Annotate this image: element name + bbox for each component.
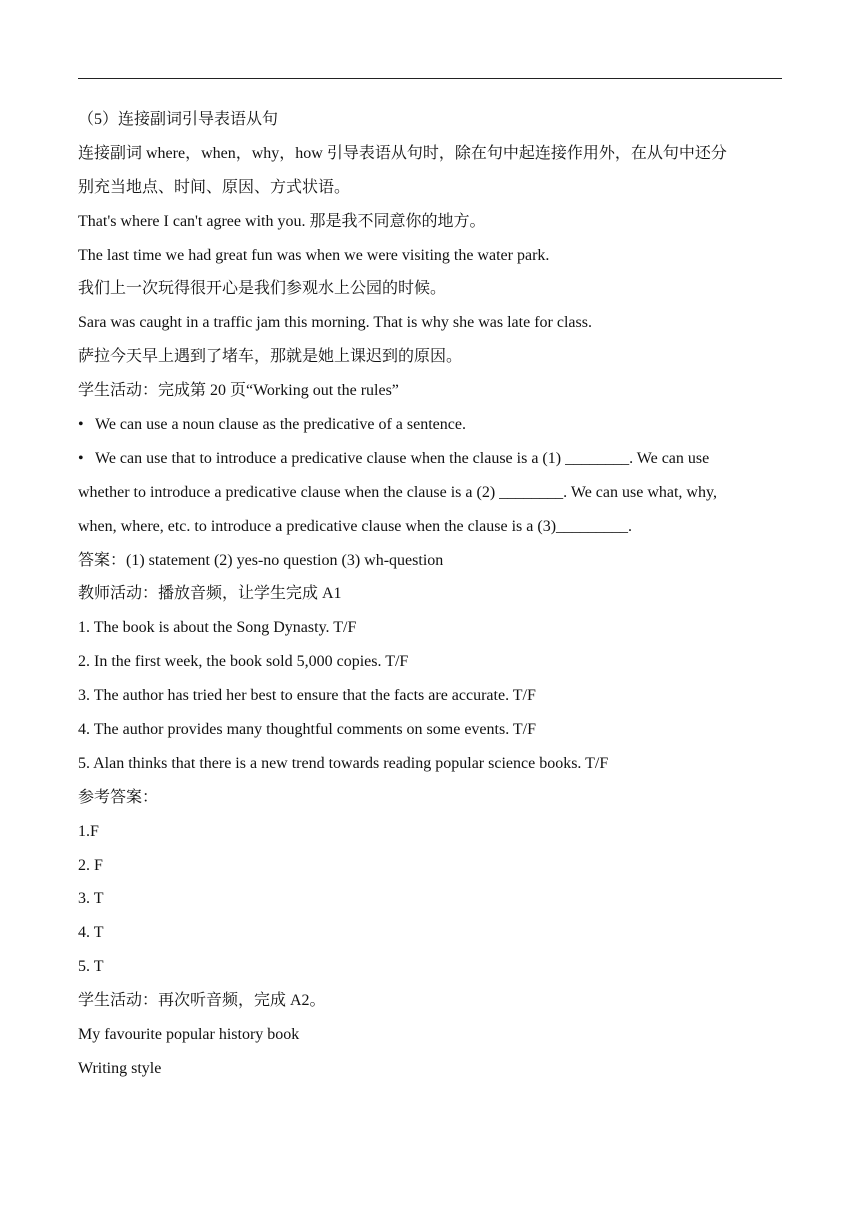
question-item: 2. In the first week, the book sold 5,000 copies. T/F	[78, 653, 409, 671]
example-sentence: The last time we had great fun was when we were visiting the water park.	[78, 246, 550, 264]
example-sentence: That's where I can't agree with you. 那是我不同意你的地方。	[78, 212, 486, 230]
activity-heading: 教师活动：播放音频，让学生完成 A1	[78, 585, 342, 603]
bullet-item	[78, 442, 782, 476]
example-translation: 萨拉今天早上遇到了堵车，那就是她上课迟到的原因。	[78, 348, 463, 366]
section-heading: （5）连接副词引导表语从句	[78, 111, 279, 128]
activity-heading: 学生活动：完成第 20 页“Working out the rules”	[78, 382, 399, 400]
bullet-icon: •	[78, 449, 84, 467]
answer-item: 3. T	[78, 890, 104, 908]
question-item: 5. Alan thinks that there is a new trend towards reading popular science books. T/F	[78, 754, 609, 772]
paragraph-line: My favourite popular history book	[78, 1026, 300, 1044]
example-translation: 我们上一次玩得很开心是我们参观水上公园的时候。	[78, 280, 447, 298]
paragraph-line: whether to introduce a predicative clause when the clause is a (2) ________. We can use what, why,	[78, 483, 717, 501]
answer-line: 答案：(1) statement (2) yes-no question (3) wh-question	[78, 551, 444, 569]
header-rule	[78, 78, 782, 79]
document-body	[78, 103, 782, 1086]
activity-heading: 学生活动：再次听音频，完成 A2。	[78, 992, 326, 1010]
paragraph-line: 连接副词 where，when，why，how 引导表语从句时，除在句中起连接作用外，在从句中还分	[78, 144, 727, 162]
bullet-text: We can use a noun clause as the predicative of a sentence.	[95, 416, 466, 434]
answer-item: 2. F	[78, 856, 103, 874]
bullet-text: We can use that to introduce a predicative clause when the clause is a (1) ________. We can use	[95, 449, 710, 467]
bullet-item	[78, 408, 782, 442]
paragraph-line: 别充当地点、时间、原因、方式状语。	[78, 178, 351, 196]
answer-item: 1.F	[78, 822, 99, 840]
question-item: 1. The book is about the Song Dynasty. T/F	[78, 619, 357, 637]
bullet-icon: •	[78, 416, 84, 434]
answer-item: 4. T	[78, 924, 104, 942]
answer-item: 5. T	[78, 958, 104, 976]
example-sentence: Sara was caught in a traffic jam this morning. That is why she was late for class.	[78, 314, 592, 332]
answer-heading: 参考答案：	[78, 788, 159, 806]
paragraph-line: Writing style	[78, 1059, 162, 1077]
paragraph-line: when, where, etc. to introduce a predicative clause when the clause is a (3)_________.	[78, 517, 633, 535]
question-item: 4. The author provides many thoughtful comments on some events. T/F	[78, 721, 537, 739]
question-item: 3. The author has tried her best to ensure that the facts are accurate. T/F	[78, 687, 536, 705]
